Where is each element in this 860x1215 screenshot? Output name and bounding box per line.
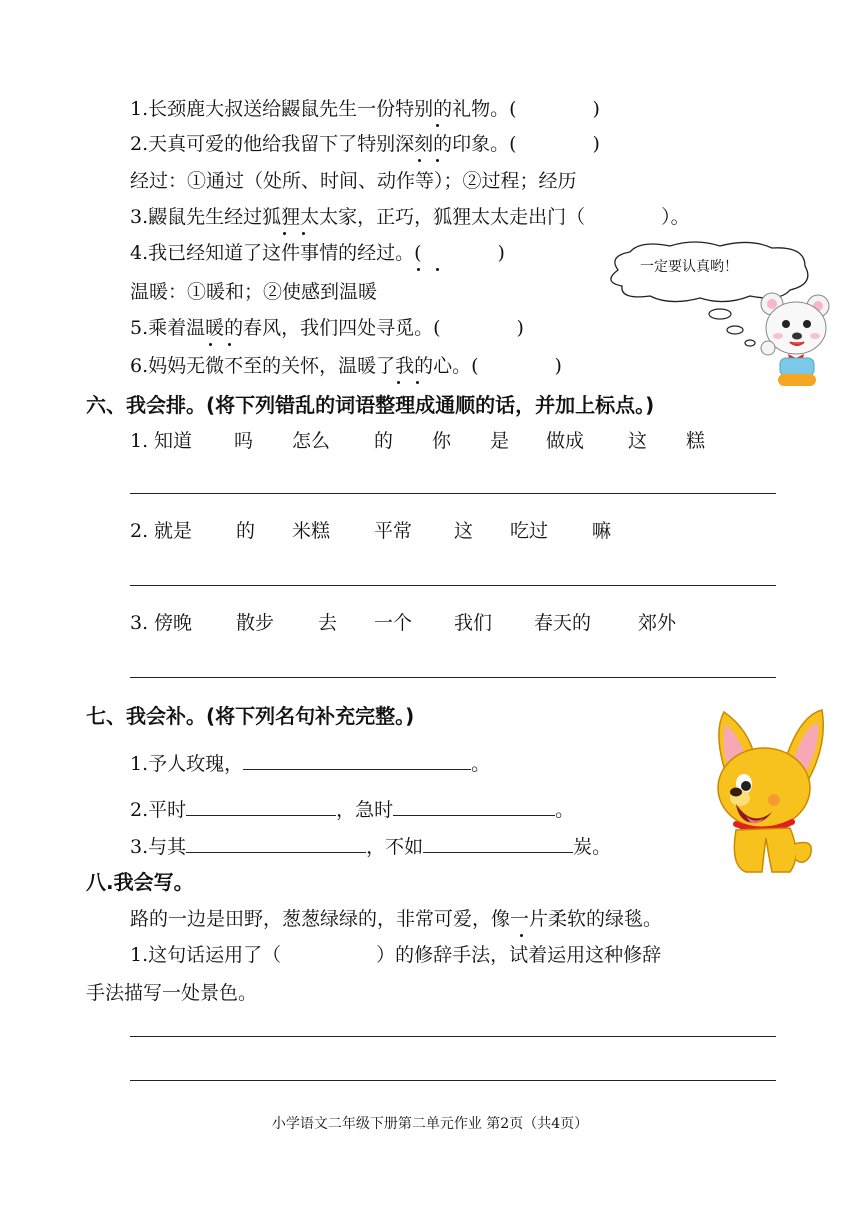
word: 你 — [432, 430, 452, 452]
answer-line[interactable] — [130, 1036, 776, 1037]
q2-blank-1[interactable] — [186, 796, 336, 816]
row-number: 1. — [130, 430, 149, 452]
word: 一个 — [374, 612, 413, 634]
q3-middle: ，不如 — [366, 836, 424, 858]
word: 吗 — [234, 430, 254, 452]
q3-blank-2[interactable] — [423, 833, 573, 853]
word: 这 — [628, 430, 648, 452]
question-line-4: 4.我已经知道了这件事情的经过。( ) — [130, 242, 505, 264]
question-line-5: 5.乘着温暖的春风，我们四处寻觅。( ) — [130, 317, 524, 339]
page-footer: 小学语文二年级下册第二单元作业 第2页（共4页） — [271, 1116, 589, 1132]
q1-prefix: 1.予人玫瑰， — [130, 753, 244, 775]
word: 嘛 — [592, 520, 612, 542]
q3-blank-1[interactable] — [186, 833, 366, 853]
fill-q2 — [130, 796, 574, 823]
q2-middle: ，急时 — [336, 799, 394, 821]
emphasis-dot — [397, 381, 400, 384]
word: 怎么 — [292, 430, 331, 452]
word: 散步 — [236, 612, 275, 634]
emphasis-dot — [436, 268, 439, 271]
word: 的 — [374, 430, 394, 452]
word: 这 — [454, 520, 474, 542]
word: 郊外 — [638, 612, 677, 634]
puppy-mascot-icon — [706, 706, 830, 878]
emphasis-dot — [416, 381, 419, 384]
answer-line[interactable] — [130, 585, 776, 586]
emphasis-dot — [228, 343, 231, 346]
word: 米糕 — [292, 520, 331, 542]
word: 的 — [236, 520, 256, 542]
emphasis-dot — [302, 232, 305, 235]
emphasis-dot — [209, 343, 212, 346]
word: 去 — [318, 612, 338, 634]
q2-prefix: 2.平时 — [130, 799, 187, 821]
section-8-heading: 八.我会写。 — [86, 870, 194, 894]
word: 吃过 — [510, 520, 549, 542]
word: 平常 — [374, 520, 413, 542]
q2-blank-2[interactable] — [393, 796, 555, 816]
word: 糕 — [686, 430, 706, 452]
section-8-question-1-continued: 手法描写一处景色。 — [86, 982, 258, 1004]
question-line-2: 2.天真可爱的他给我留下了特别深刻的印象。( ) — [130, 133, 600, 155]
q1-suffix: 。 — [471, 753, 491, 775]
emphasis-dot — [520, 934, 523, 937]
bubble-text: 一定要认真哟！ — [640, 259, 738, 275]
row-number: 3. — [130, 612, 149, 634]
question-line-3: 3.鼹鼠先生经过狐狸太太家，正巧，狐狸太太走出门（ ）。 — [130, 206, 690, 228]
bear-mascot-icon — [752, 290, 832, 390]
question-line-6: 6.妈妈无微不至的关怀，温暖了我的心。( ) — [130, 355, 562, 377]
fill-q3 — [130, 833, 611, 860]
word-row-1 — [130, 428, 770, 454]
passage: 路的一边是田野，葱葱绿绿的，非常可爱，像一片柔软的绿毯。 — [130, 908, 663, 930]
definition-wennuan: 温暖：①暖和；②使感到温暖 — [130, 281, 378, 303]
question-line-1: 1.长颈鹿大叔送给鼹鼠先生一份特别的礼物。( ) — [130, 98, 600, 120]
emphasis-dot — [436, 159, 439, 162]
definition-jingguo: 经过：①通过（处所、时间、动作等）；②过程；经历 — [130, 170, 577, 192]
section-8-question-1: 1.这句话运用了（ ）的修辞手法，试着运用这种修辞 — [130, 944, 662, 966]
answer-line[interactable] — [130, 1080, 776, 1081]
word: 是 — [490, 430, 510, 452]
word: 就是 — [154, 520, 193, 542]
answer-line[interactable] — [130, 677, 776, 678]
row-number: 2. — [130, 520, 149, 542]
word: 春天的 — [534, 612, 592, 634]
word-row-2 — [130, 518, 770, 544]
emphasis-dot — [436, 124, 439, 127]
q1-blank[interactable] — [243, 750, 471, 770]
emphasis-dot — [418, 159, 421, 162]
emphasis-dot — [417, 268, 420, 271]
section-7-heading: 七、我会补。(将下列名句补充完整。) — [86, 704, 415, 728]
emphasis-dot — [283, 232, 286, 235]
word-row-3 — [130, 610, 770, 636]
word: 做成 — [546, 430, 585, 452]
word: 我们 — [454, 612, 493, 634]
word: 知道 — [154, 430, 193, 452]
q3-suffix: 炭。 — [573, 836, 612, 858]
q2-suffix: 。 — [555, 799, 575, 821]
q3-prefix: 3.与其 — [130, 836, 187, 858]
fill-q1 — [130, 750, 490, 777]
answer-line[interactable] — [130, 493, 776, 494]
section-6-heading: 六、我会排。(将下列错乱的词语整理成通顺的话，并加上标点。) — [86, 393, 655, 417]
word: 傍晚 — [154, 612, 193, 634]
